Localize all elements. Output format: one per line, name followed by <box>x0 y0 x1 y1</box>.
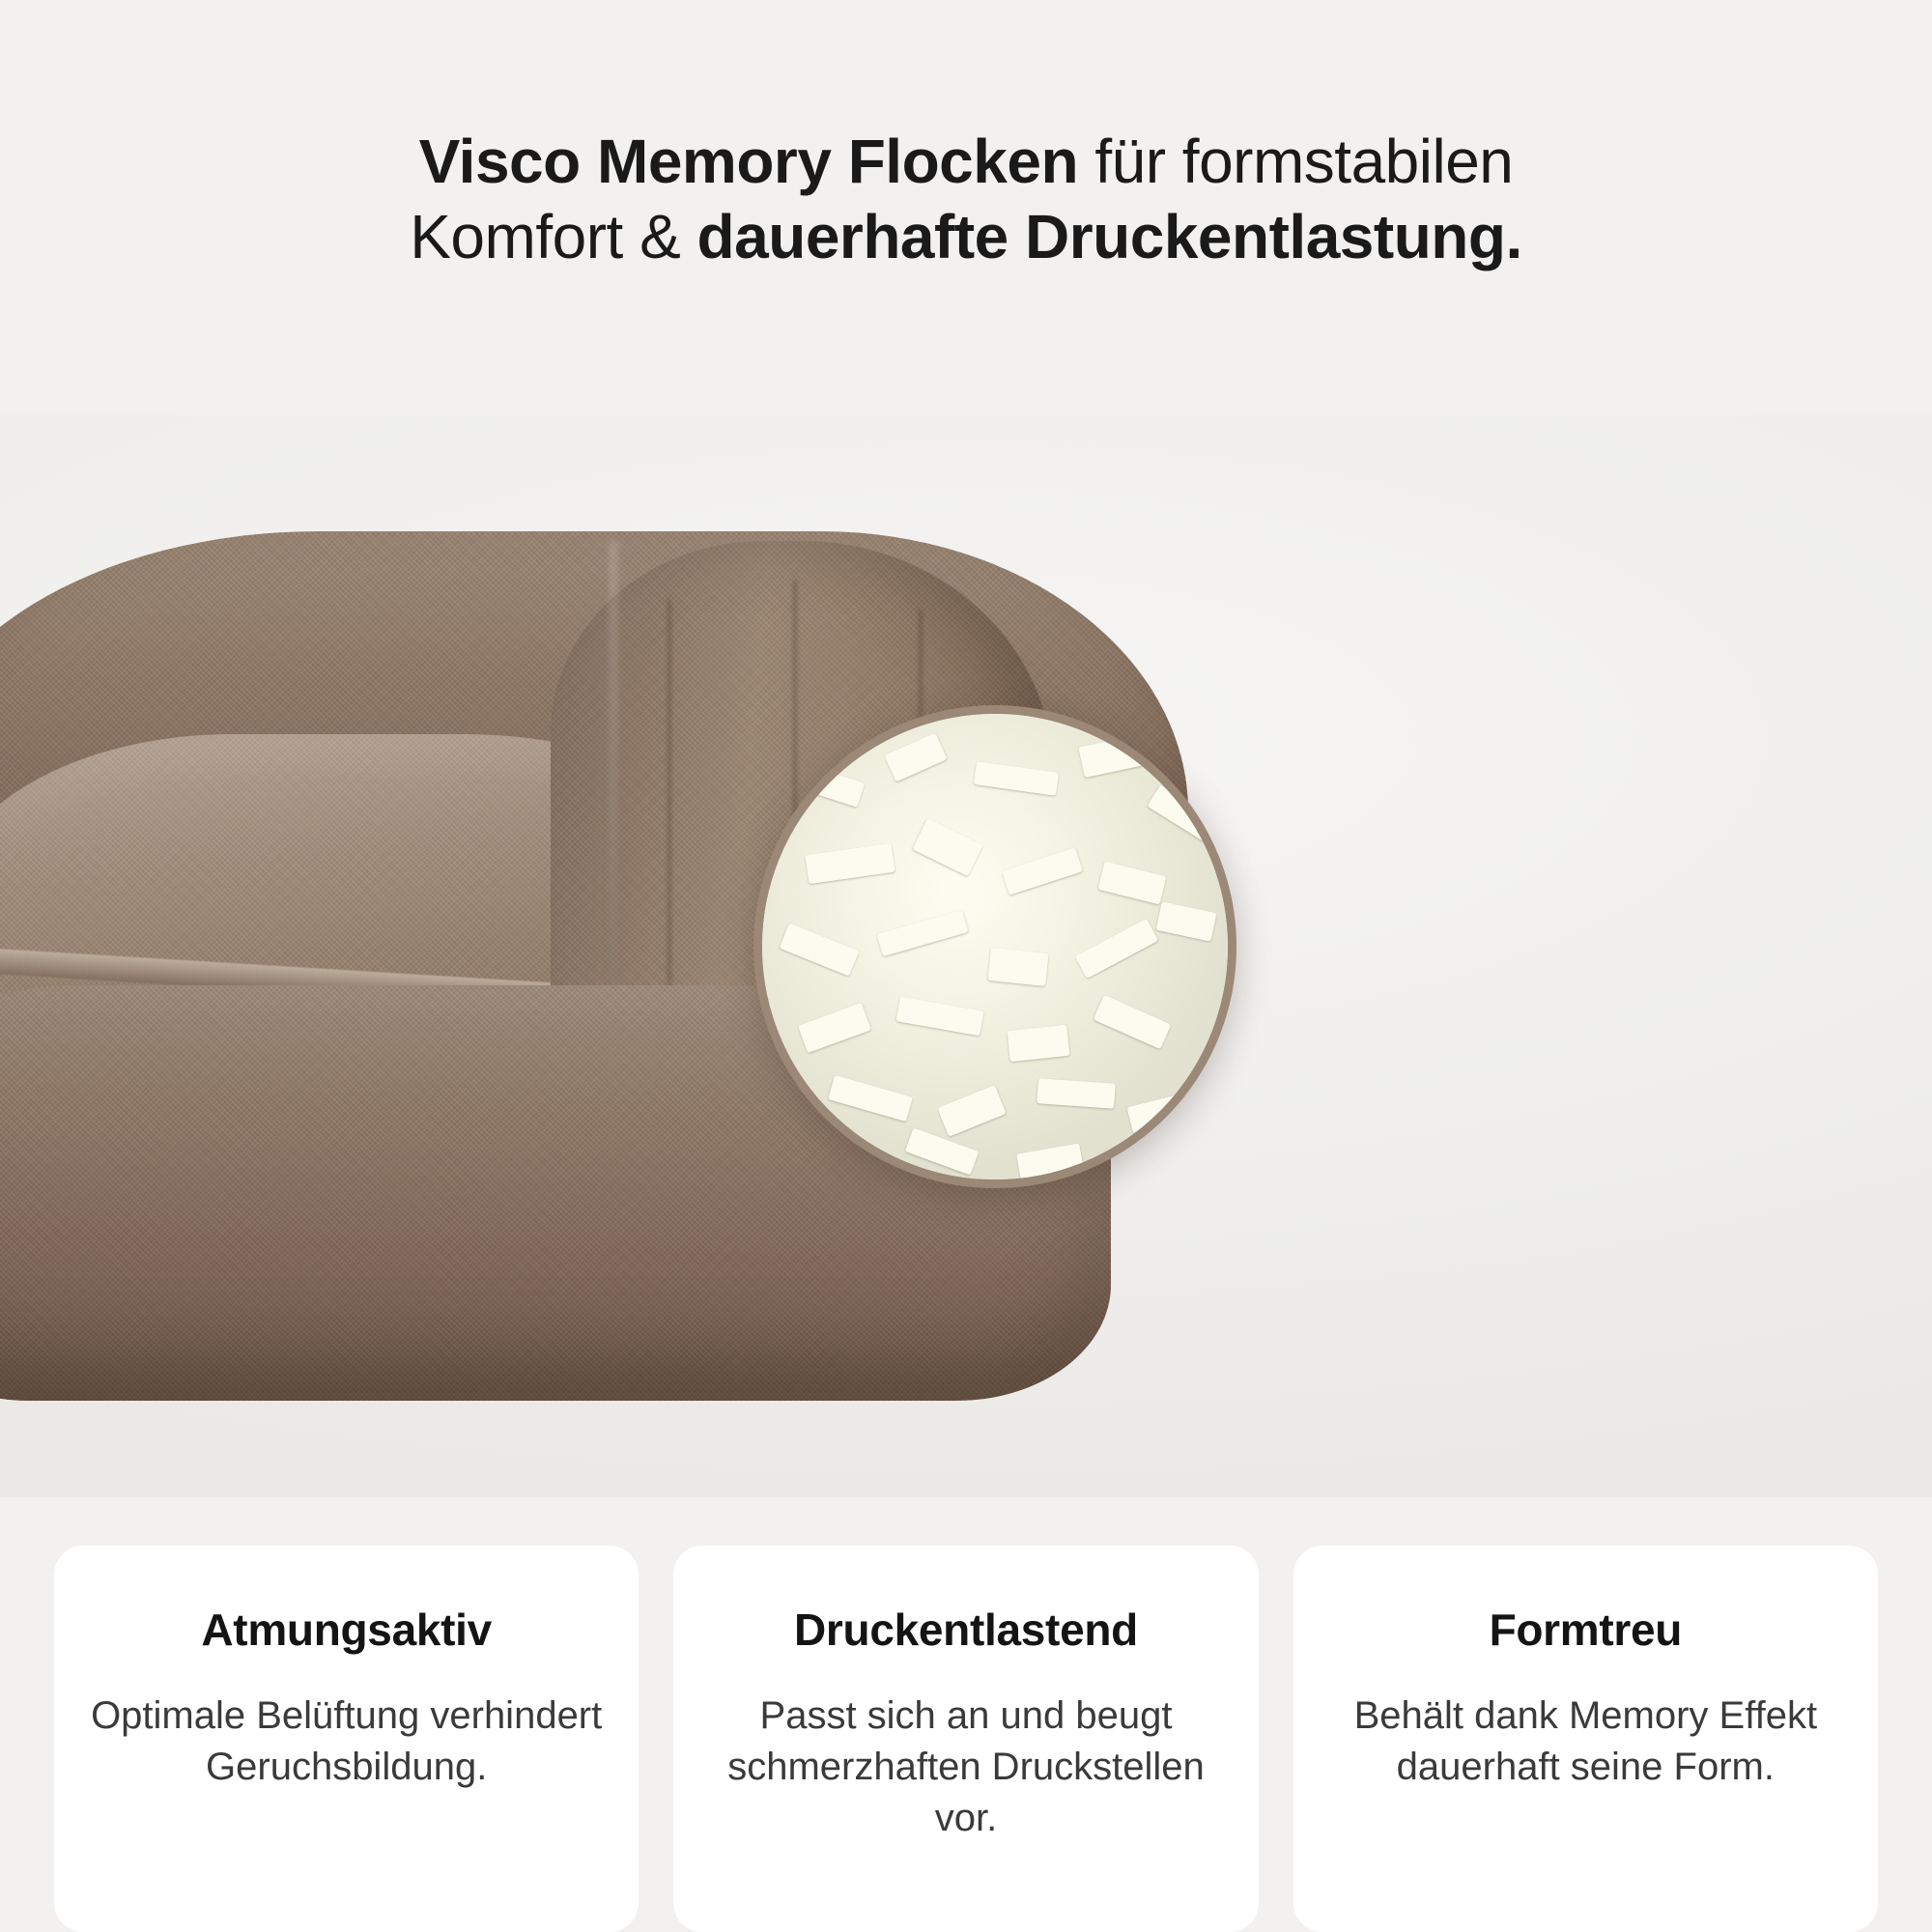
headline-bold-2: dauerhafte Druckentlastung. <box>696 202 1522 272</box>
feature-card-text: Optimale Belüftung verhindert Geruchsbildung. <box>91 1694 603 1788</box>
headline-regular-1: für formstabilen <box>1078 127 1514 196</box>
page-title <box>135 124 1797 274</box>
feature-card-title: Formtreu <box>1489 1605 1683 1655</box>
visco-flakes-closeup <box>762 714 1228 1179</box>
feature-card-title: Druckentlastend <box>794 1605 1138 1655</box>
magnifier-circle <box>753 705 1236 1188</box>
feature-card <box>673 1546 1258 1932</box>
feature-card-title: Atmungsaktiv <box>201 1605 492 1655</box>
feature-card-text: Passt sich an und beugt schmerzhaften Druckstellen vor. <box>727 1694 1205 1839</box>
headline-regular-2: Komfort & <box>410 202 697 272</box>
headline-bold-1: Visco Memory Flocken <box>418 127 1079 196</box>
feature-card-list <box>0 1546 1932 1932</box>
headline-block <box>0 124 1932 274</box>
feature-card <box>1293 1546 1878 1932</box>
dog-bed-illustration <box>0 531 1459 1420</box>
product-photo <box>0 415 1932 1497</box>
feature-card-text: Behält dank Memory Effekt dauerhaft seine Form. <box>1353 1694 1818 1788</box>
feature-card <box>54 1546 639 1932</box>
